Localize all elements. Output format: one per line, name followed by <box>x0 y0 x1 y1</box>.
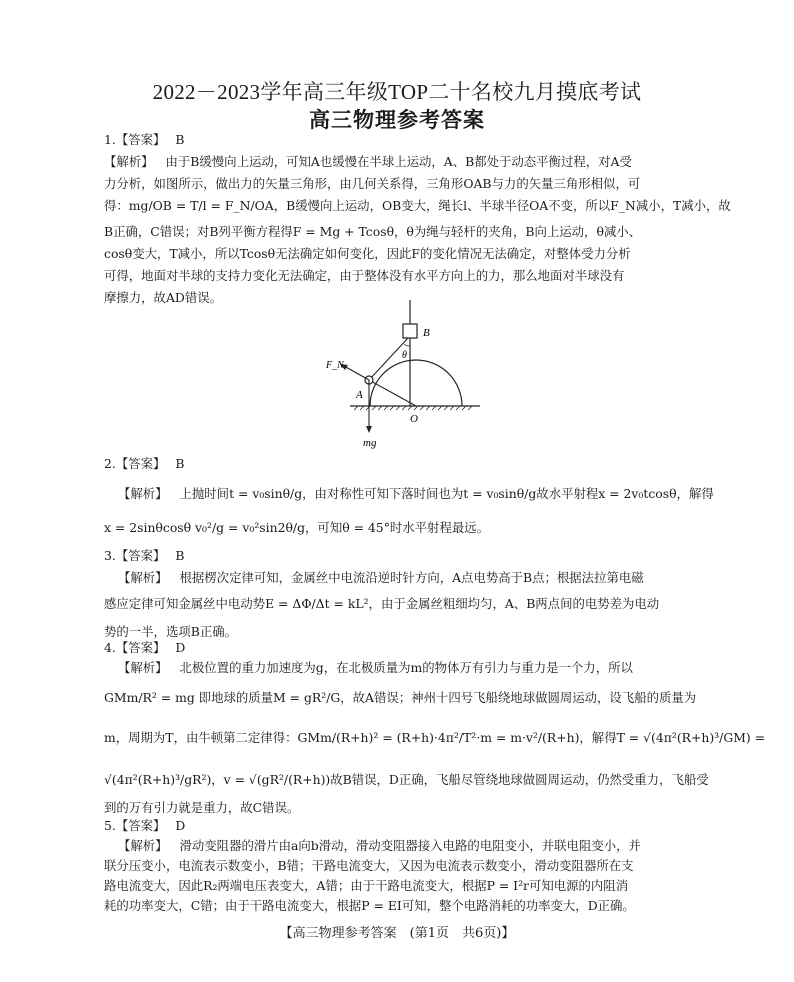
q4-analysis-line-3: m，周期为T，由牛顿第二定律得：GMm/(R+h)² = (R+h)·4π²/T²·m = m·v²/(R+h)，解得T = √(4π²(R+h)³/GM) = <box>104 730 766 745</box>
q2-analysis-line-2: x = 2sinθcosθ v₀²/g = v₀²sin2θ/g，可知θ = 45°时水平射程最远。 <box>104 520 490 535</box>
q1-analysis-line-1: 【解析】 由于B缓慢向上运动，可知A也缓慢在半球上运动，A、B都处于动态平衡过程，对A受 <box>104 154 632 169</box>
q5-answer: D <box>175 818 186 833</box>
q3-analysis-line-2: 感应定律可知金属丝中电动势E = ΔΦ/Δt = kL²，由于金属丝粗细均匀，A、B两点间的电势差为电动 <box>104 596 660 611</box>
q1-analysis-line-3: 得：mg/OB = T/l = F_N/OA，B缓慢向上运动，OB变大，绳长l、半球半径OA不变，所以F_N减小，T减小，故 <box>104 198 731 213</box>
q3-number: 3. <box>104 548 116 563</box>
ground-hatching <box>354 406 472 410</box>
q5-answer-row <box>104 818 185 834</box>
page-title: 高三物理参考答案 <box>309 108 485 132</box>
q4-analysis-line-1: 【解析】 北极位置的重力加速度为g，在北极质量为m的物体万有引力与重力是一个力，所以 <box>118 660 633 675</box>
q1-answer-label: 【答案】 <box>115 132 166 147</box>
label-theta: θ <box>402 350 407 361</box>
q5-analysis-line-2: 联分压变小，电流表示数变小，B错；干路电流变大，又因为电流表示数变小，滑动变阻器所在支 <box>104 858 634 873</box>
q1-number: 1. <box>104 132 116 147</box>
q3-analysis-label: 【解析】 <box>118 570 168 585</box>
q3-answer: B <box>175 548 185 563</box>
block-b <box>403 324 417 338</box>
hemisphere <box>370 360 462 406</box>
radius-oa <box>369 380 416 406</box>
q2-number: 2. <box>104 456 116 471</box>
q2-answer-row <box>104 456 184 472</box>
q4-analysis-label: 【解析】 <box>118 660 168 675</box>
label-a: A <box>356 389 363 401</box>
q1-force-diagram <box>320 298 490 452</box>
theta-arc <box>404 344 410 346</box>
q4-analysis-line-2: GMm/R² = mg 即地球的质量M = gR²/G，故A错误；神州十四号飞船绕地球做圆周运动，设飞船的质量为 <box>104 690 697 705</box>
q4-number: 4. <box>104 640 116 655</box>
normal-force-arrow <box>344 366 369 380</box>
q4-answer-row <box>104 640 185 656</box>
q1-analysis-line-6: 可得，地面对半球的支持力变化无法确定，由于整体没有水平方向上的力，那么地面对半球没有 <box>104 268 625 283</box>
q2-analysis-label: 【解析】 <box>118 486 168 501</box>
q4-analysis-line-4: √(4π²(R+h)³/gR²)，v = √(gR²/(R+h))故B错误，D正确，飞船尽管绕地球做圆周运动，仍然受重力，飞船受 <box>104 772 709 787</box>
q4-answer-label: 【答案】 <box>115 640 166 655</box>
q1-answer: B <box>175 132 185 147</box>
q1-answer-row <box>104 132 184 148</box>
exam-title: 2022－2023学年高三年级TOP二十名校九月摸底考试 <box>152 80 642 104</box>
q1-analysis-line-4: B正确，C错误；对B列平衡方程得F = Mg + Tcosθ，θ为绳与轻杆的夹角，B向上运动，θ减小、 <box>104 224 642 239</box>
q4-analysis-line-5: 到的万有引力就是重力，故C错误。 <box>104 800 300 815</box>
q3-analysis-line-1: 【解析】 根据楞次定律可知，金属丝中电流沿逆时针方向，A点电势高于B点；根据法拉第电磁 <box>118 570 644 585</box>
q5-analysis-line-4: 耗的功率变大，C错；由于干路电流变大，根据P = EI可知，整个电路消耗的功率变大，D正确。 <box>104 898 635 913</box>
q5-analysis-line-1: 【解析】 滑动变阻器的滑片由a向b滑动，滑动变阻器接入电路的电阻变小，并联电阻变小，并 <box>118 838 641 853</box>
label-mg: mg <box>363 437 377 449</box>
label-fn: F_N <box>326 360 344 371</box>
q3-answer-label: 【答案】 <box>115 548 166 563</box>
page-footer: 【高三物理参考答案 (第1页 共6页)】 <box>279 926 515 941</box>
label-o: O <box>410 413 418 425</box>
label-b: B <box>423 327 430 339</box>
q2-analysis-line-1: 【解析】 上抛时间t = v₀sinθ/g，由对称性可知下落时间也为t = v₀sinθ/g故水平射程x = 2v₀tcosθ，解得 <box>118 486 714 501</box>
q5-number: 5. <box>104 818 116 833</box>
q2-answer: B <box>175 456 185 471</box>
q3-analysis-line-3: 势的一半，选项B正确。 <box>104 624 238 639</box>
q1-analysis-line-7: 摩擦力，故AD错误。 <box>104 290 223 305</box>
q5-analysis-label: 【解析】 <box>118 838 168 853</box>
q1-analysis-line-2: 力分析，如图所示，做出力的矢量三角形，由几何关系得，三角形OAB与力的矢量三角形相似，可 <box>104 176 641 191</box>
q1-analysis-label: 【解析】 <box>104 154 154 169</box>
q3-answer-row <box>104 548 184 564</box>
q5-analysis-line-3: 路电流变大，因此R₂两端电压表变大，A错；由于干路电流变大，根据P = I²r可知电源的内阻消 <box>104 878 629 893</box>
q1-analysis-line-5: cosθ变大，T减小，所以Tcosθ无法确定如何变化，因此F的变化情况无法确定，对整体受力分析 <box>104 246 631 261</box>
q5-answer-label: 【答案】 <box>115 818 166 833</box>
q2-answer-label: 【答案】 <box>115 456 166 471</box>
q4-answer: D <box>175 640 186 655</box>
